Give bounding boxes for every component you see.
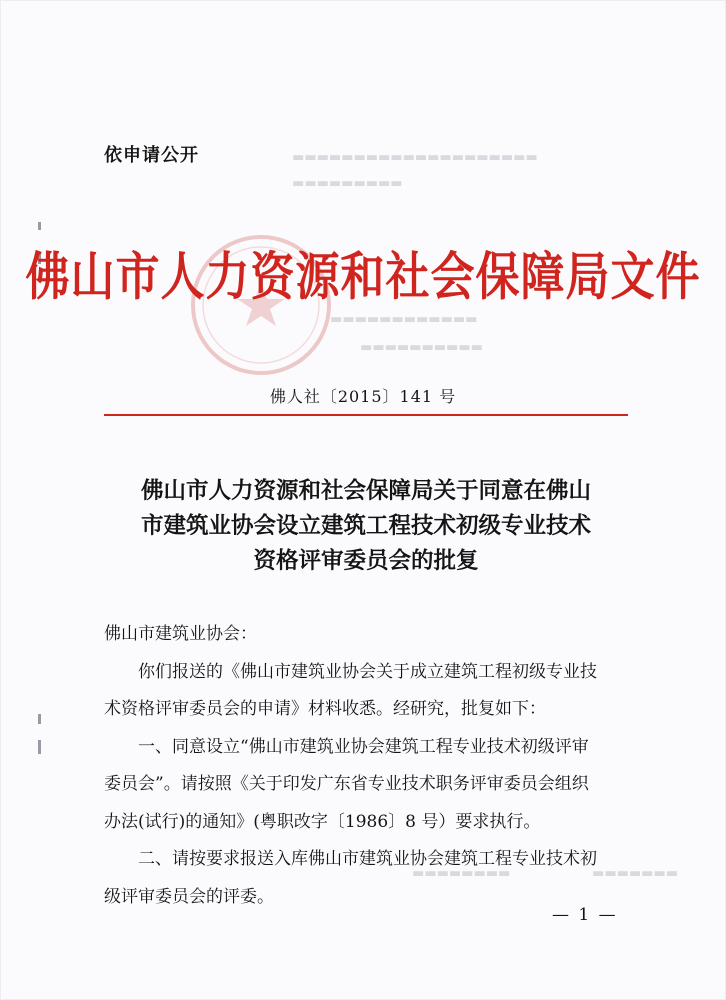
show-through-text: ▬▬▬▬▬▬▬▬ bbox=[412, 866, 511, 881]
red-divider bbox=[104, 414, 628, 416]
body-line: 你们报送的《佛山市建筑业协会关于成立建筑工程初级专业技 bbox=[138, 661, 597, 682]
document-number: 佛人社〔2015〕141 号 bbox=[269, 387, 457, 406]
body-line: 级评审委员会的评委。 bbox=[104, 886, 274, 907]
disclosure-label: 依申请公开 bbox=[104, 145, 199, 166]
body-line: 一、同意设立“佛山市建筑业协会建筑工程专业技术初级评审 bbox=[138, 736, 589, 757]
subject-line: 佛山市人力资源和社会保障局关于同意在佛山 bbox=[140, 478, 591, 504]
show-through-text: ▬▬▬▬▬▬▬▬▬ bbox=[292, 176, 403, 191]
scan-mark bbox=[38, 222, 41, 230]
salutation: 佛山市建筑业协会： bbox=[104, 624, 257, 644]
show-through-text: ▬▬▬▬▬▬▬▬▬▬▬▬ bbox=[330, 312, 478, 327]
scan-mark bbox=[38, 740, 41, 754]
subject-line: 资格评审委员会的批复 bbox=[253, 548, 479, 574]
subject-line: 市建筑业协会设立建筑工程技术初级专业技术 bbox=[140, 513, 591, 539]
body-line: 二、请按要求报送入库佛山市建筑业协会建筑工程专业技术初 bbox=[138, 849, 597, 869]
body-line: 术资格评审委员会的申请》材料收悉。经研究，批复如下： bbox=[104, 699, 546, 719]
body-line: 办法(试行)的通知》(粤职改字〔1986〕8 号）要求执行。 bbox=[104, 811, 541, 832]
show-through-text: ▬▬▬▬▬▬▬▬▬▬▬▬▬▬▬▬▬▬▬▬ bbox=[292, 150, 538, 165]
document-body bbox=[104, 616, 644, 916]
scan-mark bbox=[38, 714, 41, 724]
page-number: — 1 — bbox=[552, 905, 618, 925]
show-through-text: ▬▬▬▬▬▬▬ bbox=[592, 866, 678, 881]
document-title: 佛山市人力资源和社会保障局文件 bbox=[25, 247, 701, 308]
subject-heading bbox=[96, 474, 636, 579]
body-line: 委员会”。请按照《关于印发广东省专业技术职务评审委员会组织 bbox=[104, 774, 589, 794]
show-through-text: ▬▬▬▬▬▬▬▬▬▬ bbox=[360, 340, 483, 355]
